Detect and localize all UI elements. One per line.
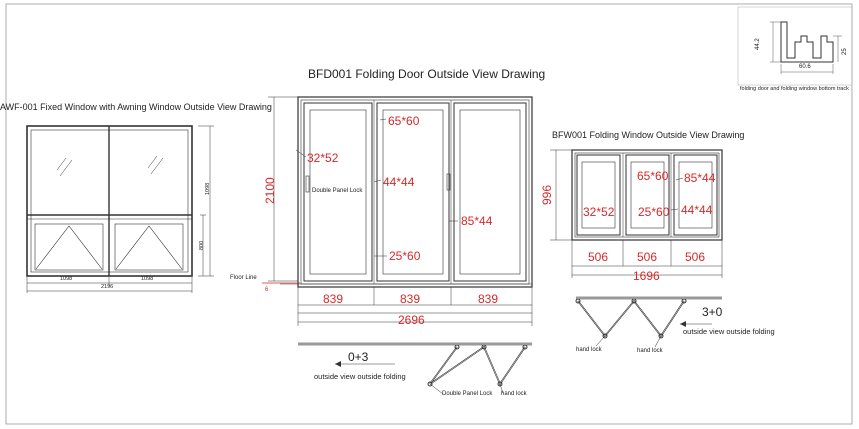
track-dim-inner: 25: [842, 48, 848, 55]
bfw001-title: BFW001 Folding Window Outside View Drawing: [552, 130, 745, 140]
bfd001-profile-44x44: 44*44: [383, 175, 415, 189]
bfw001-fold-lock2: hand lock: [637, 348, 663, 354]
bfw001-profile-25x60: 25*60: [638, 205, 670, 219]
bfd001-profile-65x60: 65*60: [388, 114, 420, 128]
bfw001-panel-width-2: 506: [637, 250, 658, 264]
track-dim-height: 44.2: [755, 38, 761, 50]
bfd001-profile-32x52: 32*52: [307, 151, 339, 165]
bfw001-profile-32x52: 32*52: [583, 205, 615, 219]
bfd001-total-width: 2696: [398, 313, 425, 327]
awf001-dim-lower: 800: [199, 240, 205, 250]
bfd001-floor-gap: 6: [265, 287, 269, 293]
bfw001-fold-diagram: [576, 298, 722, 347]
awf001-window: [27, 126, 214, 293]
bfw001-fold-code: 3+0: [702, 305, 723, 319]
bfw001-panel-width-1: 506: [588, 250, 609, 264]
bfw001-profile-44x44: 44*44: [681, 203, 713, 217]
track-caption: folding door and folding window bottom track: [740, 86, 849, 92]
bfd001-lock-label: Double Panel Lock: [312, 188, 363, 194]
bfw001-panel-width-3: 506: [685, 250, 706, 264]
track-dim-width: 60.6: [799, 64, 811, 70]
bfd001-height: 2100: [263, 177, 277, 204]
bfd001-fold-code: 0+3: [348, 350, 369, 364]
bfw001-profile-85x44: 85*44: [684, 171, 716, 185]
bfd001-panel-width-2: 839: [400, 292, 421, 306]
awf001-dim-left: 1098: [60, 276, 73, 282]
awf001-dim-right: 1098: [141, 276, 154, 282]
bfd001-fold-diagram: [298, 344, 532, 394]
bfd001-profile-85x44: 85*44: [461, 214, 493, 228]
bfd001-panel-width-1: 839: [323, 292, 344, 306]
bfd001-fold-lock1: Double Panel Lock: [442, 391, 493, 397]
bfw001-fold-caption: outside view outside folding: [683, 327, 775, 336]
bfw001-fold-lock1: hand lock: [576, 347, 602, 353]
bfw001-profile-65x60: 65*60: [637, 169, 669, 183]
awf001-dim-height: 1098: [205, 182, 211, 195]
bfd001-panel-width-3: 839: [478, 292, 499, 306]
bfd001-fold-caption: outside view outside folding: [314, 372, 406, 381]
bfd001-floor-line-label: Floor Line: [230, 275, 257, 281]
bfd001-profile-25x60: 25*60: [389, 249, 421, 263]
bfd001-fold-lock2: hand lock: [501, 391, 527, 397]
bfw001-height: 996: [540, 184, 554, 205]
bfw001-total-width: 1696: [633, 269, 660, 283]
awf001-dim-total: 2196: [101, 284, 114, 290]
bfd001-title: BFD001 Folding Door Outside View Drawing: [308, 67, 546, 81]
awf001-title: AWF-001 Fixed Window with Awning Window Outside View Drawing: [0, 102, 272, 112]
